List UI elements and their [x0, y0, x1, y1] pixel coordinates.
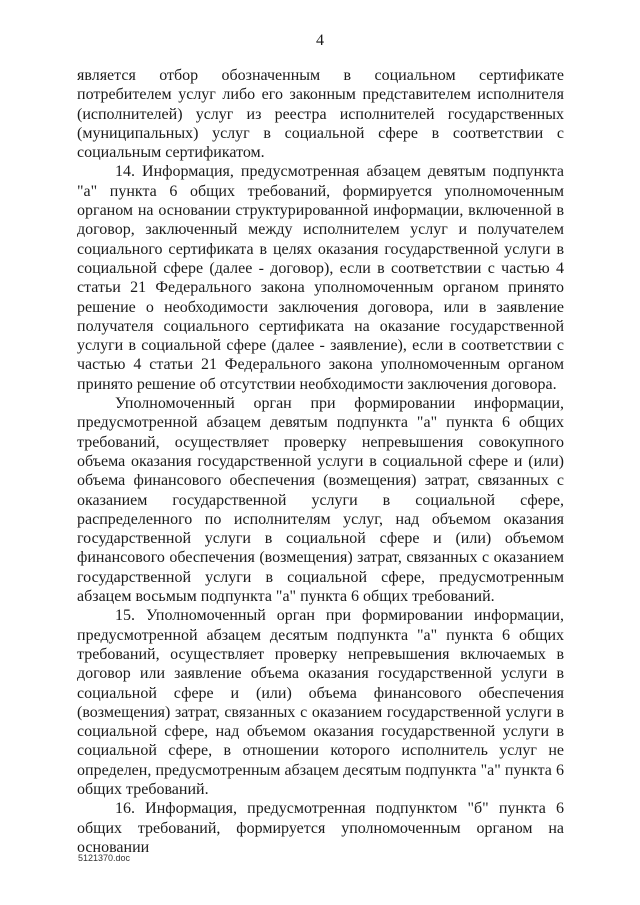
footer-filename: 5121370.doc: [78, 853, 131, 863]
paragraph-item-14: 14. Информация, предусмотренная абзацем девятым подпункта "а" пункта 6 общих требований, формируется уполномоченным органом на основании структурированной информации, включенной в договор, заключенный между исполнителем услуг и получателем социального сертификата в целях оказания государственной услуги в социальной сфере (далее - договор), если в соответствии с частью 4 статьи 21 Федерального закона уполномоченным органом принято решение о необходимости заключения договора, или в заявление получателя социального сертификата на оказание государственной услуги в социальной сфере (далее - заявление), если в соответствии с частью 4 статьи 21 Федерального закона уполномоченным органом принято решение об отсутствии необходимости заключения договора.: [77, 163, 564, 393]
page-number: 4: [316, 32, 324, 49]
document-body: [77, 66, 564, 857]
paragraph-item-15: 15. Уполномоченный орган при формировании информации, предусмотренной абзацем десятым подпункта "а" пункта 6 общих требований, осуществляет проверку непревышения включаемых в договор или заявление объема оказания государственной услуги в социальной сфере и (или) объема финансового обеспечения (возмещения) затрат, связанных с оказанием государственной услуги в социальной сфере, над объемом оказания государственной услуги в социальной сфере, в отношении которого исполнитель услуг не определен, предусмотренным абзацем десятым подпункта "а" пункта 6 общих требований.: [77, 607, 564, 798]
paragraph-item-14-part-2: Уполномоченный орган при формировании информации, предусмотренной абзацем девятым подпункта "а" пункта 6 общих требований, осуществляет проверку непревышения совокупного объема оказания государственной услуги в социальной сфере и (или) объема финансового обеспечения (возмещения) затрат, связанных с оказанием государственной услуги в социальной сфере, распределенного по исполнителям услуг, над объемом оказания государственной услуги в социальной сфере и (или) объемом финансового обеспечения (возмещения) затрат, связанных с оказанием государственной услуги в социальной сфере, предусмотренным абзацем восьмым подпункта "а" пункта 6 общих требований.: [77, 395, 564, 606]
paragraph-continuation: является отбор обозначенным в социальном сертификате потребителем услуг либо его законным представителем исполнителя (исполнителей) услуг из реестра исполнителей государственных (муниципальных) услуг в социальной сфере в соответствии с социальным сертификатом.: [77, 67, 564, 162]
paragraph-item-16: 16. Информация, предусмотренная подпунктом "б" пункта 6 общих требований, формируется уполномоченным органом на основании: [77, 800, 564, 856]
